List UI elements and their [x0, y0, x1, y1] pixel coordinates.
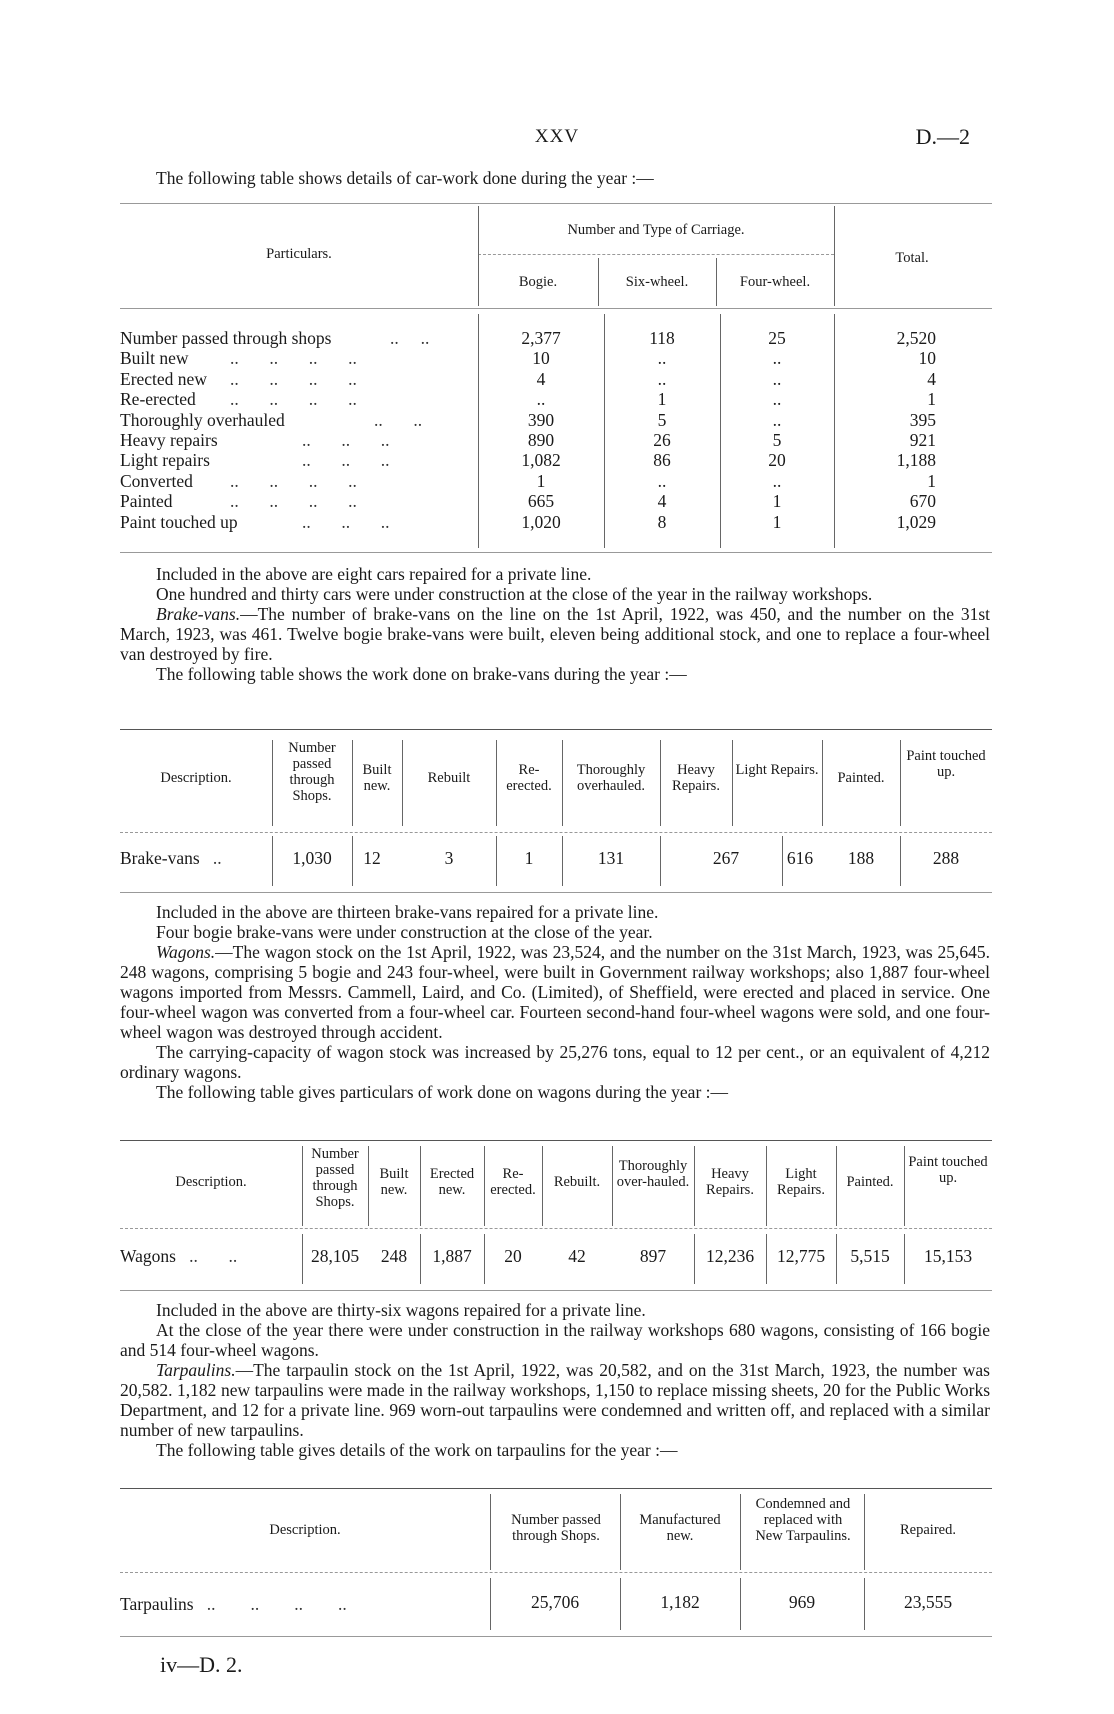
six-wheel-value: 86	[653, 450, 671, 471]
tarp-row-label: Tarpaulins .. .. .. ..	[120, 1594, 347, 1614]
six-wheel-value: 1	[657, 389, 667, 410]
wagon-col-erected-new: Erected new.	[429, 1166, 475, 1198]
wagon-value-painted: 5,515	[850, 1246, 890, 1266]
car-table-header-rule	[120, 308, 992, 309]
brake-vans-table	[120, 740, 992, 890]
brake-value-light: 616	[786, 848, 814, 868]
bogie-value: ..	[536, 389, 546, 410]
total-value: 1,029	[896, 511, 936, 532]
row-label: Re-erected	[120, 389, 196, 410]
tarp-table-intro: The following table gives details of the work on tarpaulins for the year :—	[156, 1440, 678, 1460]
tarp-value-manufactured: 1,182	[660, 1592, 700, 1612]
tarp-col-manufactured: Manufactured new.	[639, 1512, 721, 1544]
six-wheel-value: 8	[657, 511, 667, 532]
tarp-value-repaired: 23,555	[903, 1592, 953, 1612]
four-wheel-value: 1	[772, 491, 782, 512]
tarpaulins-heading: Tarpaulins.	[156, 1360, 236, 1380]
total-value: 395	[909, 409, 936, 430]
table-row: Built new .. .. .. .. 10 .. .. 10	[120, 348, 990, 368]
table-row: Thoroughly overhauled .. .. 390 5 .. 395	[120, 410, 990, 430]
car-notes	[120, 564, 990, 684]
six-wheel-value: 26	[653, 430, 671, 451]
brake-value-heavy: 267	[712, 848, 740, 868]
wagon-value-rebuilt: 42	[568, 1246, 586, 1266]
wagons-capacity: The carrying-capacity of wagon stock was increased by 25,276 tons, equal to 12 per cent., or an equivalent of 4,212 ordinary wagons.	[120, 1042, 990, 1082]
bogie-header: Bogie.	[518, 274, 558, 290]
brake-col-paint-touched: Paint touched up.	[906, 748, 986, 780]
wagons-text: —The wagon stock on the 1st April, 1922, was 23,524, and the number on the 31st March, 1923, was 25,645. 248 wagons, comprising 5 bogie and 243 four-wheel, were built in Government railway workshops; also 1,887 four-wheel wagons imported from Messrs. Cammell, Laird, and Co. (Limited), of Sheffield, were erected and placed in service. One four-wheel wagon was converted from a four-wheel car. Fourteen second-hand four-wheel wagons were sold, and one four-wheel wagon was destroyed through accident.	[120, 942, 990, 1042]
tarp-table-divider	[620, 1494, 621, 1570]
four-wheel-value: 1	[772, 511, 782, 532]
total-value: 921	[909, 430, 936, 451]
brake-note-private: Included in the above are thirteen brake-vans repaired for a private line.	[156, 902, 659, 922]
table-row: Erected new .. .. .. .. 4 .. .. 4	[120, 369, 990, 389]
particulars-header: Particulars.	[266, 246, 332, 262]
bogie-value: 4	[536, 368, 546, 389]
wagon-notes	[120, 1300, 990, 1460]
total-value: 1	[927, 470, 936, 491]
bogie-value: 390	[527, 409, 555, 430]
brake-table-divider	[732, 740, 733, 826]
total-value: 10	[918, 348, 936, 369]
table-row: Light repairs .. .. .. 1,082 86 20 1,188	[120, 450, 990, 470]
table-row: Painted .. .. .. .. 665 4 1 670	[120, 491, 990, 511]
wagon-note-private: Included in the above are thirty-six wagons repaired for a private line.	[156, 1300, 646, 1320]
wagon-table-top-rule	[120, 1140, 992, 1141]
total-value: 4	[927, 368, 936, 389]
brake-col-rebuilt: Rebuilt	[427, 770, 471, 786]
tarp-table-top-rule	[120, 1488, 992, 1489]
wagons-table	[120, 1146, 992, 1288]
tarp-value-passed: 25,706	[530, 1592, 580, 1612]
bogie-value: 665	[527, 491, 555, 512]
row-label: Number passed through shops	[120, 328, 332, 348]
bogie-value: 2,377	[521, 328, 561, 348]
wagon-value-erected-new: 1,887	[432, 1246, 472, 1266]
wagon-col-painted: Painted.	[846, 1174, 894, 1190]
wagon-col-built-new: Built new.	[379, 1166, 409, 1198]
tarpaulins-table	[120, 1494, 992, 1634]
wagon-value-re-erected: 20	[504, 1246, 522, 1266]
four-wheel-value: ..	[772, 368, 782, 389]
six-wheel-value: 4	[657, 491, 667, 512]
brake-col-overhauled: Thoroughly overhauled.	[576, 762, 646, 794]
bogie-value: 890	[527, 430, 555, 451]
bogie-value: 1,020	[521, 511, 561, 532]
wagon-col-description: Description.	[175, 1174, 247, 1190]
four-wheel-value: ..	[772, 409, 782, 430]
six-wheel-value: 118	[649, 328, 675, 348]
brake-value-re-erected: 1	[524, 848, 534, 868]
row-label: Light repairs	[120, 450, 210, 471]
wagon-col-passed: Number passed through Shops.	[311, 1146, 359, 1210]
wagon-value-built-new: 248	[380, 1246, 408, 1266]
brake-vans-heading: Brake-vans.	[156, 604, 241, 624]
tarp-value-condemned: 969	[788, 1592, 816, 1612]
wagons-heading: Wagons.	[156, 942, 216, 962]
tarp-table-divider	[490, 1494, 491, 1570]
brake-col-re-erected: Re-erected.	[506, 762, 552, 794]
brake-row-label: Brake-vans ..	[120, 848, 222, 868]
car-note-private: Included in the above are eight cars repaired for a private line.	[156, 564, 592, 584]
tarp-col-repaired: Repaired.	[900, 1522, 956, 1538]
six-wheel-value: 5	[657, 409, 667, 430]
wagon-row-label: Wagons .. ..	[120, 1246, 238, 1266]
tarp-col-description: Description.	[269, 1522, 341, 1538]
six-wheel-value: ..	[657, 368, 667, 389]
wagon-col-overhauled: Thoroughly over-hauled.	[616, 1158, 690, 1190]
brake-vans-text: —The number of brake-vans on the line on the 1st April, 1922, was 450, and the number on the 31st March, 1923, was 461. Twelve bogie brake-vans were built, eleven being additional stock, and one to replace a four-wheel van destroyed by fire.	[120, 604, 990, 664]
four-wheel-value: 5	[772, 430, 782, 451]
wagon-value-heavy: 12,236	[705, 1246, 755, 1266]
wagon-table-intro: The following table gives particulars of work done on wagons during the year :—	[156, 1082, 729, 1102]
row-label: Painted	[120, 491, 173, 512]
car-table-divider	[478, 206, 479, 306]
brake-col-heavy: Heavy Repairs.	[672, 762, 720, 794]
brake-value-rebuilt: 3	[444, 848, 454, 868]
six-wheel-header: Six-wheel.	[625, 274, 689, 290]
row-label: Paint touched up	[120, 511, 238, 532]
car-table-group-rule	[478, 254, 834, 255]
wagon-value-paint-touched: 15,153	[923, 1246, 973, 1266]
car-table-top-rule	[120, 203, 992, 204]
four-wheel-header: Four-wheel.	[739, 274, 811, 290]
tarp-table-divider	[740, 1494, 741, 1570]
row-label: Built new	[120, 348, 189, 369]
four-wheel-value: 25	[768, 328, 786, 348]
six-wheel-value: ..	[657, 348, 667, 369]
brake-table-intro: The following table shows the work done on brake-vans during the year :—	[156, 664, 687, 684]
four-wheel-value: ..	[772, 470, 782, 491]
tarpaulins-text: —The tarpaulin stock on the 1st April, 1922, was 20,582, and on the 31st March, 1923, the number was 20,582. 1,182 new tarpaulins were made in the railway workshops, 1,150 to replace missing sheets, 20 for the Public Works Department, and 12 for a private line. 969 worn-out tarpaulins were condemned and written off, and replaced with a similar number of new tarpaulins.	[120, 1360, 990, 1440]
four-wheel-value: ..	[772, 348, 782, 369]
total-value: 1	[927, 389, 936, 410]
wagons-paragraph	[120, 942, 990, 1042]
document-reference: D.—2	[915, 124, 970, 149]
tarpaulins-paragraph	[120, 1360, 990, 1440]
row-label: Converted	[120, 470, 193, 491]
brake-table-divider	[660, 836, 661, 886]
table-row: Number passed through shops .. .. 2,377 118 25 2,520	[120, 328, 990, 348]
brake-value-built-new: 12	[363, 848, 381, 868]
tarp-table-bottom-rule	[120, 1636, 992, 1637]
total-header: Total.	[895, 250, 929, 266]
row-label: Thoroughly overhauled	[120, 409, 285, 430]
brake-notes	[120, 902, 990, 1102]
brake-value-paint-touched: 288	[932, 848, 960, 868]
row-label: Heavy repairs	[120, 430, 218, 451]
wagon-value-passed: 28,105	[310, 1246, 360, 1266]
bogie-value: 1	[536, 470, 546, 491]
brake-col-passed: Number passed through Shops.	[288, 740, 336, 804]
page-footer-signature: iv—D. 2.	[160, 1652, 243, 1677]
car-table-bottom-rule	[120, 552, 992, 553]
brake-col-built-new: Built new.	[362, 762, 392, 794]
wagon-col-re-erected: Re-erected.	[490, 1166, 536, 1198]
six-wheel-value: ..	[657, 470, 667, 491]
carriage-group-header: Number and Type of Carriage.	[567, 222, 745, 238]
tarp-col-passed: Number passed through Shops.	[511, 1512, 601, 1544]
bogie-value: 1,082	[521, 450, 561, 471]
total-value: 1,188	[896, 450, 936, 471]
table-row: Heavy repairs .. .. .. 890 26 5 921	[120, 430, 990, 450]
table-row: Converted .. .. .. .. 1 .. .. 1	[120, 471, 990, 491]
total-value: 2,520	[896, 328, 936, 348]
brake-value-passed: 1,030	[292, 848, 332, 868]
car-table-intro	[120, 168, 990, 188]
wagon-note-construction: At the close of the year there were under construction in the railway workshops 680 wagons, consisting of 166 bogie and 514 four-wheel wagons.	[120, 1320, 990, 1360]
brake-table-bottom-rule	[120, 892, 992, 893]
brake-col-light: Light Repairs.	[735, 762, 819, 778]
brake-table-top-rule	[120, 729, 992, 730]
car-table-body	[120, 328, 990, 532]
total-value: 670	[909, 491, 936, 512]
wagon-col-rebuilt: Rebuilt.	[553, 1174, 601, 1190]
row-label: Erected new	[120, 368, 207, 389]
brake-col-painted: Painted.	[837, 770, 885, 786]
brake-value-painted: 188	[847, 848, 875, 868]
wagon-col-heavy: Heavy Repairs.	[706, 1166, 754, 1198]
table-row: Re-erected .. .. .. .. .. 1 .. 1	[120, 389, 990, 409]
brake-note-construction: Four bogie brake-vans were under construction at the close of the year.	[156, 922, 653, 942]
wagon-value-overhauled: 897	[639, 1246, 667, 1266]
wagon-col-paint-touched: Paint touched up.	[908, 1154, 988, 1186]
wagon-col-light: Light Repairs.	[777, 1166, 825, 1198]
table-row: Paint touched up .. .. .. 1,020 8 1 1,029	[120, 512, 990, 532]
wagon-table-bottom-rule	[120, 1290, 992, 1291]
four-wheel-value: ..	[772, 389, 782, 410]
bogie-value: 10	[532, 348, 550, 369]
car-note-construction: One hundred and thirty cars were under construction at the close of the year in the railway workshops.	[156, 584, 873, 604]
four-wheel-value: 20	[768, 450, 786, 471]
car-table-intro-text: The following table shows details of car-work done during the year :—	[156, 168, 654, 188]
brake-col-description: Description.	[160, 770, 232, 786]
tarp-col-condemned: Condemned and replaced with New Tarpaulins.	[755, 1496, 851, 1544]
brake-vans-paragraph	[120, 604, 990, 664]
wagon-value-light: 12,775	[776, 1246, 826, 1266]
page-number-roman: XXV	[534, 126, 580, 147]
brake-value-overhauled: 131	[597, 848, 625, 868]
